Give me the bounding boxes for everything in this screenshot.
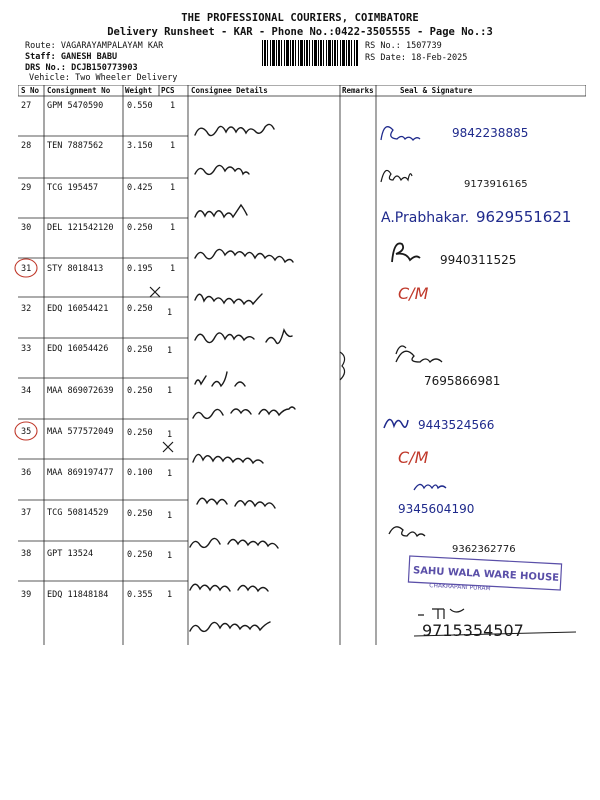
row-weight: 0.250 <box>127 509 153 519</box>
row-weight: 0.550 <box>127 101 153 111</box>
row-weight: 0.250 <box>127 428 153 438</box>
row-consignment: TEN 7887562 <box>47 141 104 151</box>
staff-label: Staff: <box>25 52 56 62</box>
row-pcs: 1 <box>167 469 173 479</box>
row-sno: 39 <box>21 590 32 600</box>
row-weight: 0.250 <box>127 304 153 314</box>
vehicle-value: Two Wheeler Delivery <box>75 73 178 83</box>
rs-date-label: RS Date: <box>365 53 406 63</box>
row-consignment: EDQ 11848184 <box>47 590 109 600</box>
staff-line <box>25 52 117 63</box>
row-consignment: MAA 869072639 <box>47 386 114 396</box>
drs-label: DRS No.: <box>25 63 66 73</box>
row-sno: 29 <box>21 183 32 193</box>
sig36-phone: 9345604190 <box>398 502 475 516</box>
row-consignment: MAA 869197477 <box>47 468 114 478</box>
row-consignment: MAA 577572049 <box>47 427 114 437</box>
col-pcs: PCS <box>161 86 175 95</box>
sig30-phone: 9940311525 <box>440 253 517 267</box>
sig39-phone: 9715354507 <box>422 621 524 640</box>
sig33-phone: 7695866981 <box>424 374 501 388</box>
rs-no-value: 1507739 <box>405 41 442 51</box>
col-sno: S No <box>21 86 40 95</box>
col-weight: Weight <box>125 86 153 95</box>
vehicle-label: Vehicle: <box>29 73 70 83</box>
row-sno: 33 <box>21 344 32 354</box>
row-weight: 0.250 <box>127 223 153 233</box>
stamp-subtext: CHAKRAPANI PURAM <box>429 582 491 593</box>
route-value: VAGARAYAMPALAYAM KAR <box>60 41 164 51</box>
company-title: THE PROFESSIONAL COURIERS, COIMBATORE <box>181 12 419 24</box>
row-pcs: 1 <box>170 264 176 274</box>
barcode <box>262 40 358 66</box>
sig37-phone: 9362362776 <box>452 544 516 555</box>
sig34-phone: 9443524566 <box>418 418 495 432</box>
row-sno: 37 <box>21 508 32 518</box>
row-weight: 0.250 <box>127 345 153 355</box>
rs-date-line <box>365 53 467 64</box>
row-weight: 0.250 <box>127 386 153 396</box>
row-weight: 0.100 <box>127 468 153 478</box>
row-consignment: GPM 5470590 <box>47 101 104 111</box>
row-consignment: TCG 195457 <box>47 183 99 193</box>
row-sno: 27 <box>21 101 32 111</box>
stamp-text: SAHU WALA WARE HOUSE <box>412 565 560 584</box>
col-consignment: Consignment No <box>47 86 111 95</box>
row-sno: 28 <box>21 141 32 151</box>
row-sno: 30 <box>21 223 32 233</box>
row-weight: 0.250 <box>127 550 153 560</box>
row-consignment: STY 8018413 <box>47 264 104 274</box>
row-pcs: 1 <box>170 223 176 233</box>
row-consignment: TCG 50814529 <box>47 508 109 518</box>
row-pcs: 1 <box>167 430 173 440</box>
row-weight: 0.195 <box>127 264 153 274</box>
remark-cm-32: C/M <box>398 284 429 303</box>
col-remarks: Remarks <box>342 86 374 95</box>
row-pcs: 1 <box>170 183 176 193</box>
row-sno: 36 <box>21 468 32 478</box>
row-sno: 31 <box>21 264 32 274</box>
row-sno: 38 <box>21 549 32 559</box>
row-pcs: 1 <box>167 346 173 356</box>
runsheet-table-grid <box>18 85 586 645</box>
row-sno: 34 <box>21 386 32 396</box>
route-line <box>25 41 163 52</box>
row-sno: 35 <box>21 427 32 437</box>
row-consignment: EDQ 16054426 <box>47 344 109 354</box>
sig29-phone: 9629551621 <box>476 208 572 226</box>
row-pcs: 1 <box>170 141 176 151</box>
rs-no-label: RS No.: <box>365 41 401 51</box>
sig28-phone: 9173916165 <box>464 179 528 190</box>
rs-no-line <box>365 41 442 52</box>
rs-date-value: 18-Feb-2025 <box>411 53 468 63</box>
row-consignment: GPT 13524 <box>47 549 94 559</box>
sig27-phone: 9842238885 <box>452 126 529 140</box>
sig29-name: A.Prabhakar. <box>381 210 470 226</box>
row-sno: 32 <box>21 304 32 314</box>
vehicle-line <box>29 73 177 84</box>
row-pcs: 1 <box>167 590 173 600</box>
row-consignment: DEL 121542120 <box>47 223 114 233</box>
col-consignee: Consignee Details <box>191 86 268 95</box>
row-pcs: 1 <box>167 551 173 561</box>
row-pcs: 1 <box>167 511 173 521</box>
row-weight: 0.425 <box>127 183 153 193</box>
drs-value: DCJB150773903 <box>71 63 138 73</box>
row-weight: 0.355 <box>127 590 153 600</box>
remark-cm-35: C/M <box>398 448 429 467</box>
col-seal-signature: Seal & Signature <box>400 86 473 95</box>
row-weight: 3.150 <box>127 141 153 151</box>
row-pcs: 1 <box>167 308 173 318</box>
row-pcs: 1 <box>167 386 173 396</box>
route-label: Route: <box>25 41 56 51</box>
runsheet-title: Delivery Runsheet - KAR - Phone No.:0422-3505555 - Page No.:3 <box>107 26 493 38</box>
row-consignment: EDQ 16054421 <box>47 304 109 314</box>
staff-value: GANESH BABU <box>60 52 118 62</box>
row-pcs: 1 <box>170 101 176 111</box>
